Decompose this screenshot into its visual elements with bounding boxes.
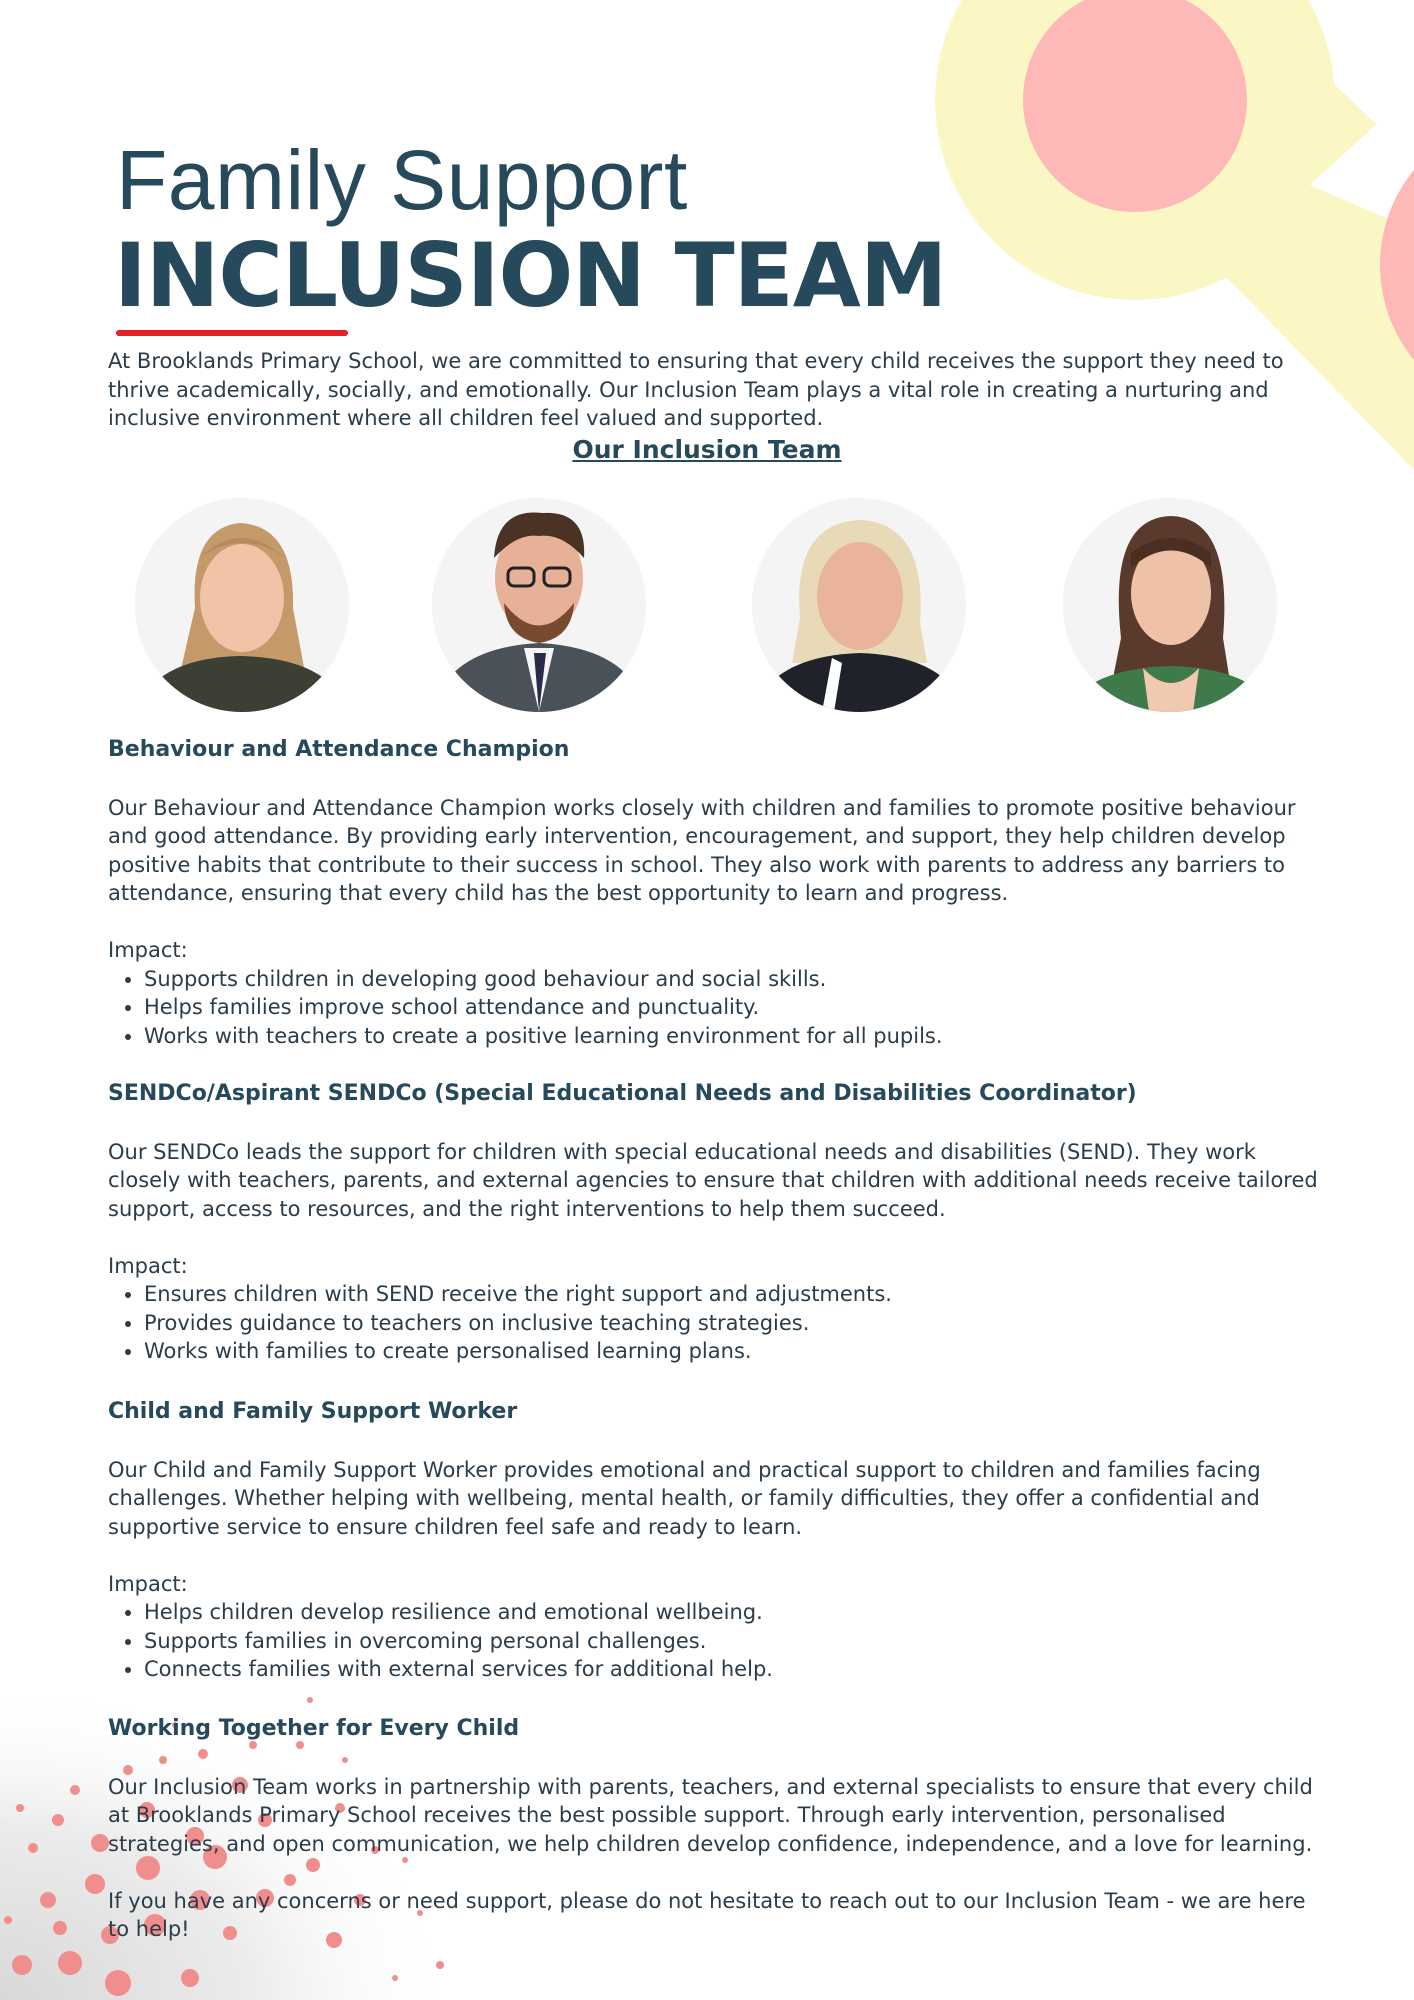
impact-label: Impact: [108,1571,188,1596]
page-title-line1: Family Support [116,133,688,227]
section-body: Our Child and Family Support Worker provides emotional and practical support to children and families facing challenges. Whether helping with wellbeing, mental health, or family difficulties, they offer a confidential and supportive service to ensure children feel safe and ready to learn. [108,1457,1261,1539]
list-item: • Works with teachers to create a positive learning environment for all pupils. [144,1022,1318,1051]
section-title: Child and Family Support Worker [108,1399,518,1424]
impact-list [108,1598,1318,1684]
impact-label: Impact: [108,938,188,962]
section-title: Working Together for Every Child [108,1716,520,1741]
list-item: • Helps families improve school attendance and punctuality. [144,993,1318,1022]
section-title: Behaviour and Attendance Champion [108,737,570,762]
impact-list [108,965,1318,1051]
impact-list [108,1280,1318,1366]
section-working-together [108,1714,1318,1972]
list-item: • Ensures children with SEND receive the right support and adjustments. [144,1280,1318,1309]
list-item: • Connects families with external services for additional help. [144,1655,1318,1684]
section-body: Our Behaviour and Attendance Champion works closely with children and families to promote positive behaviour and good attendance. By providing early intervention, encouragement, and support, they help children develop positive habits that contribute to their success in school. They also work with parents to address any barriers to attendance, ensuring that every child has the best opportunity to learn and progress. [108,795,1296,905]
title-underline [116,330,348,336]
team-heading: Our Inclusion Team [572,435,842,464]
section-sendco [108,1079,1318,1366]
list-item: • Helps children develop resilience and emotional wellbeing. [144,1598,1318,1627]
closing-paragraph: If you have any concerns or need support, please do not hesitate to reach out to our Inclusion Team - we are here to help! [108,1888,1306,1941]
team-photo-2 [432,498,646,712]
section-body: Our SENDCo leads the support for children with special educational needs and disabilities (SEND). They work closely with teachers, parents, and external agencies to ensure that children with additional needs receive tailored support, access to resources, and the right interventions to help them succeed. [108,1139,1318,1221]
team-photo-4 [1063,498,1277,712]
impact-label: Impact: [108,1253,188,1278]
team-photo-1 [135,498,349,712]
intro-paragraph: At Brooklands Primary School, we are committed to ensuring that every child receives the support they need to thrive academically, socially, and emotionally. Our Inclusion Team plays a vital role in creating a nurturing and inclusive environment where all children feel valued and supported. [108,349,1284,430]
section-child-family-support [108,1397,1318,1684]
list-item: • Supports families in overcoming personal challenges. [144,1627,1318,1656]
team-photo-3 [752,498,966,712]
section-title: SENDCo/Aspirant SENDCo (Special Educational Needs and Disabilities Coordinator) [108,1081,1137,1106]
list-item: • Provides guidance to teachers on inclusive teaching strategies. [144,1309,1318,1338]
page-title-line2: INCLUSION TEAM [114,224,947,327]
section-body: Our Inclusion Team works in partnership with parents, teachers, and external specialists to ensure that every child at Brooklands Primary School receives the best possible support. Through early intervention, personalised strategies, and open communication, we help children develop confidence, independence, and a love for learning. [108,1774,1313,1856]
list-item: • Works with families to create personalised learning plans. [144,1337,1318,1366]
list-item: • Supports children in developing good behaviour and social skills. [144,965,1318,994]
section-behaviour-attendance [108,735,1318,1050]
